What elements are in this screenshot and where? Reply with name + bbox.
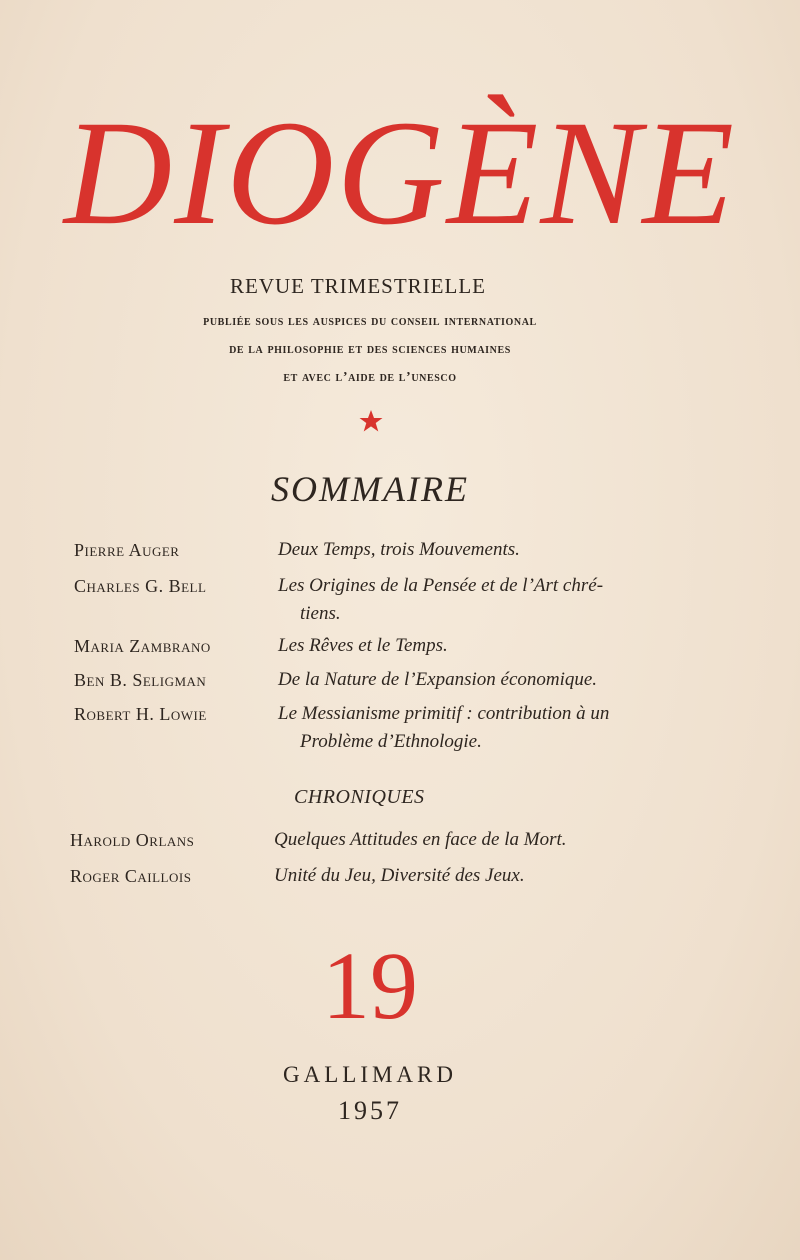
star-icon	[358, 408, 384, 434]
toc-title-line: tiens.	[300, 603, 341, 624]
toc-author: Maria Zambrano	[74, 636, 211, 656]
publication-line-1: publiée sous les auspices du conseil international	[203, 314, 537, 329]
toc-title	[278, 632, 678, 660]
toc-title-line: Unité du Jeu, Diversité des Jeux.	[274, 865, 525, 886]
publisher-name: GALLIMARD	[283, 1062, 457, 1087]
toc-title-line: Deux Temps, trois Mouvements.	[278, 539, 520, 560]
chroniques-heading: CHRONIQUES	[294, 786, 425, 808]
publication-year: 1957	[338, 1096, 402, 1125]
toc-title	[278, 536, 678, 564]
toc-author: Ben B. Seligman	[74, 670, 207, 690]
toc-title	[278, 572, 678, 628]
toc-author: Robert H. Lowie	[74, 704, 207, 724]
journal-title: DIOGÈNE	[63, 90, 737, 256]
toc-title-line: Quelques Attitudes en face de la Mort.	[274, 829, 567, 850]
toc-title	[278, 700, 678, 756]
journal-subtitle: REVUE TRIMESTRIELLE	[229, 274, 486, 298]
toc-author: Roger Caillois	[70, 866, 192, 886]
toc-author: Harold Orlans	[70, 830, 195, 850]
publication-line-3: et avec l’aide de l’unesco	[283, 370, 457, 385]
publication-line-2: de la philosophie et des sciences humaines	[229, 342, 511, 357]
toc-title-line: Le Messianisme primitif : contribution à un	[278, 703, 610, 724]
toc-title-line: Problème d’Ethnologie.	[300, 731, 482, 752]
toc-title-line: Les Rêves et le Temps.	[278, 635, 448, 656]
issue-number: 19	[322, 932, 418, 1039]
toc-title-line: Les Origines de la Pensée et de l’Art chré-	[278, 575, 604, 596]
toc-title	[274, 862, 674, 890]
sommaire-heading: SOMMAIRE	[271, 469, 469, 509]
toc-title	[274, 826, 674, 854]
toc-title-line: De la Nature de l’Expansion économique.	[278, 669, 598, 690]
toc-author: Charles G. Bell	[74, 576, 207, 596]
toc-title	[278, 666, 678, 694]
toc-author: Pierre Auger	[74, 540, 180, 560]
